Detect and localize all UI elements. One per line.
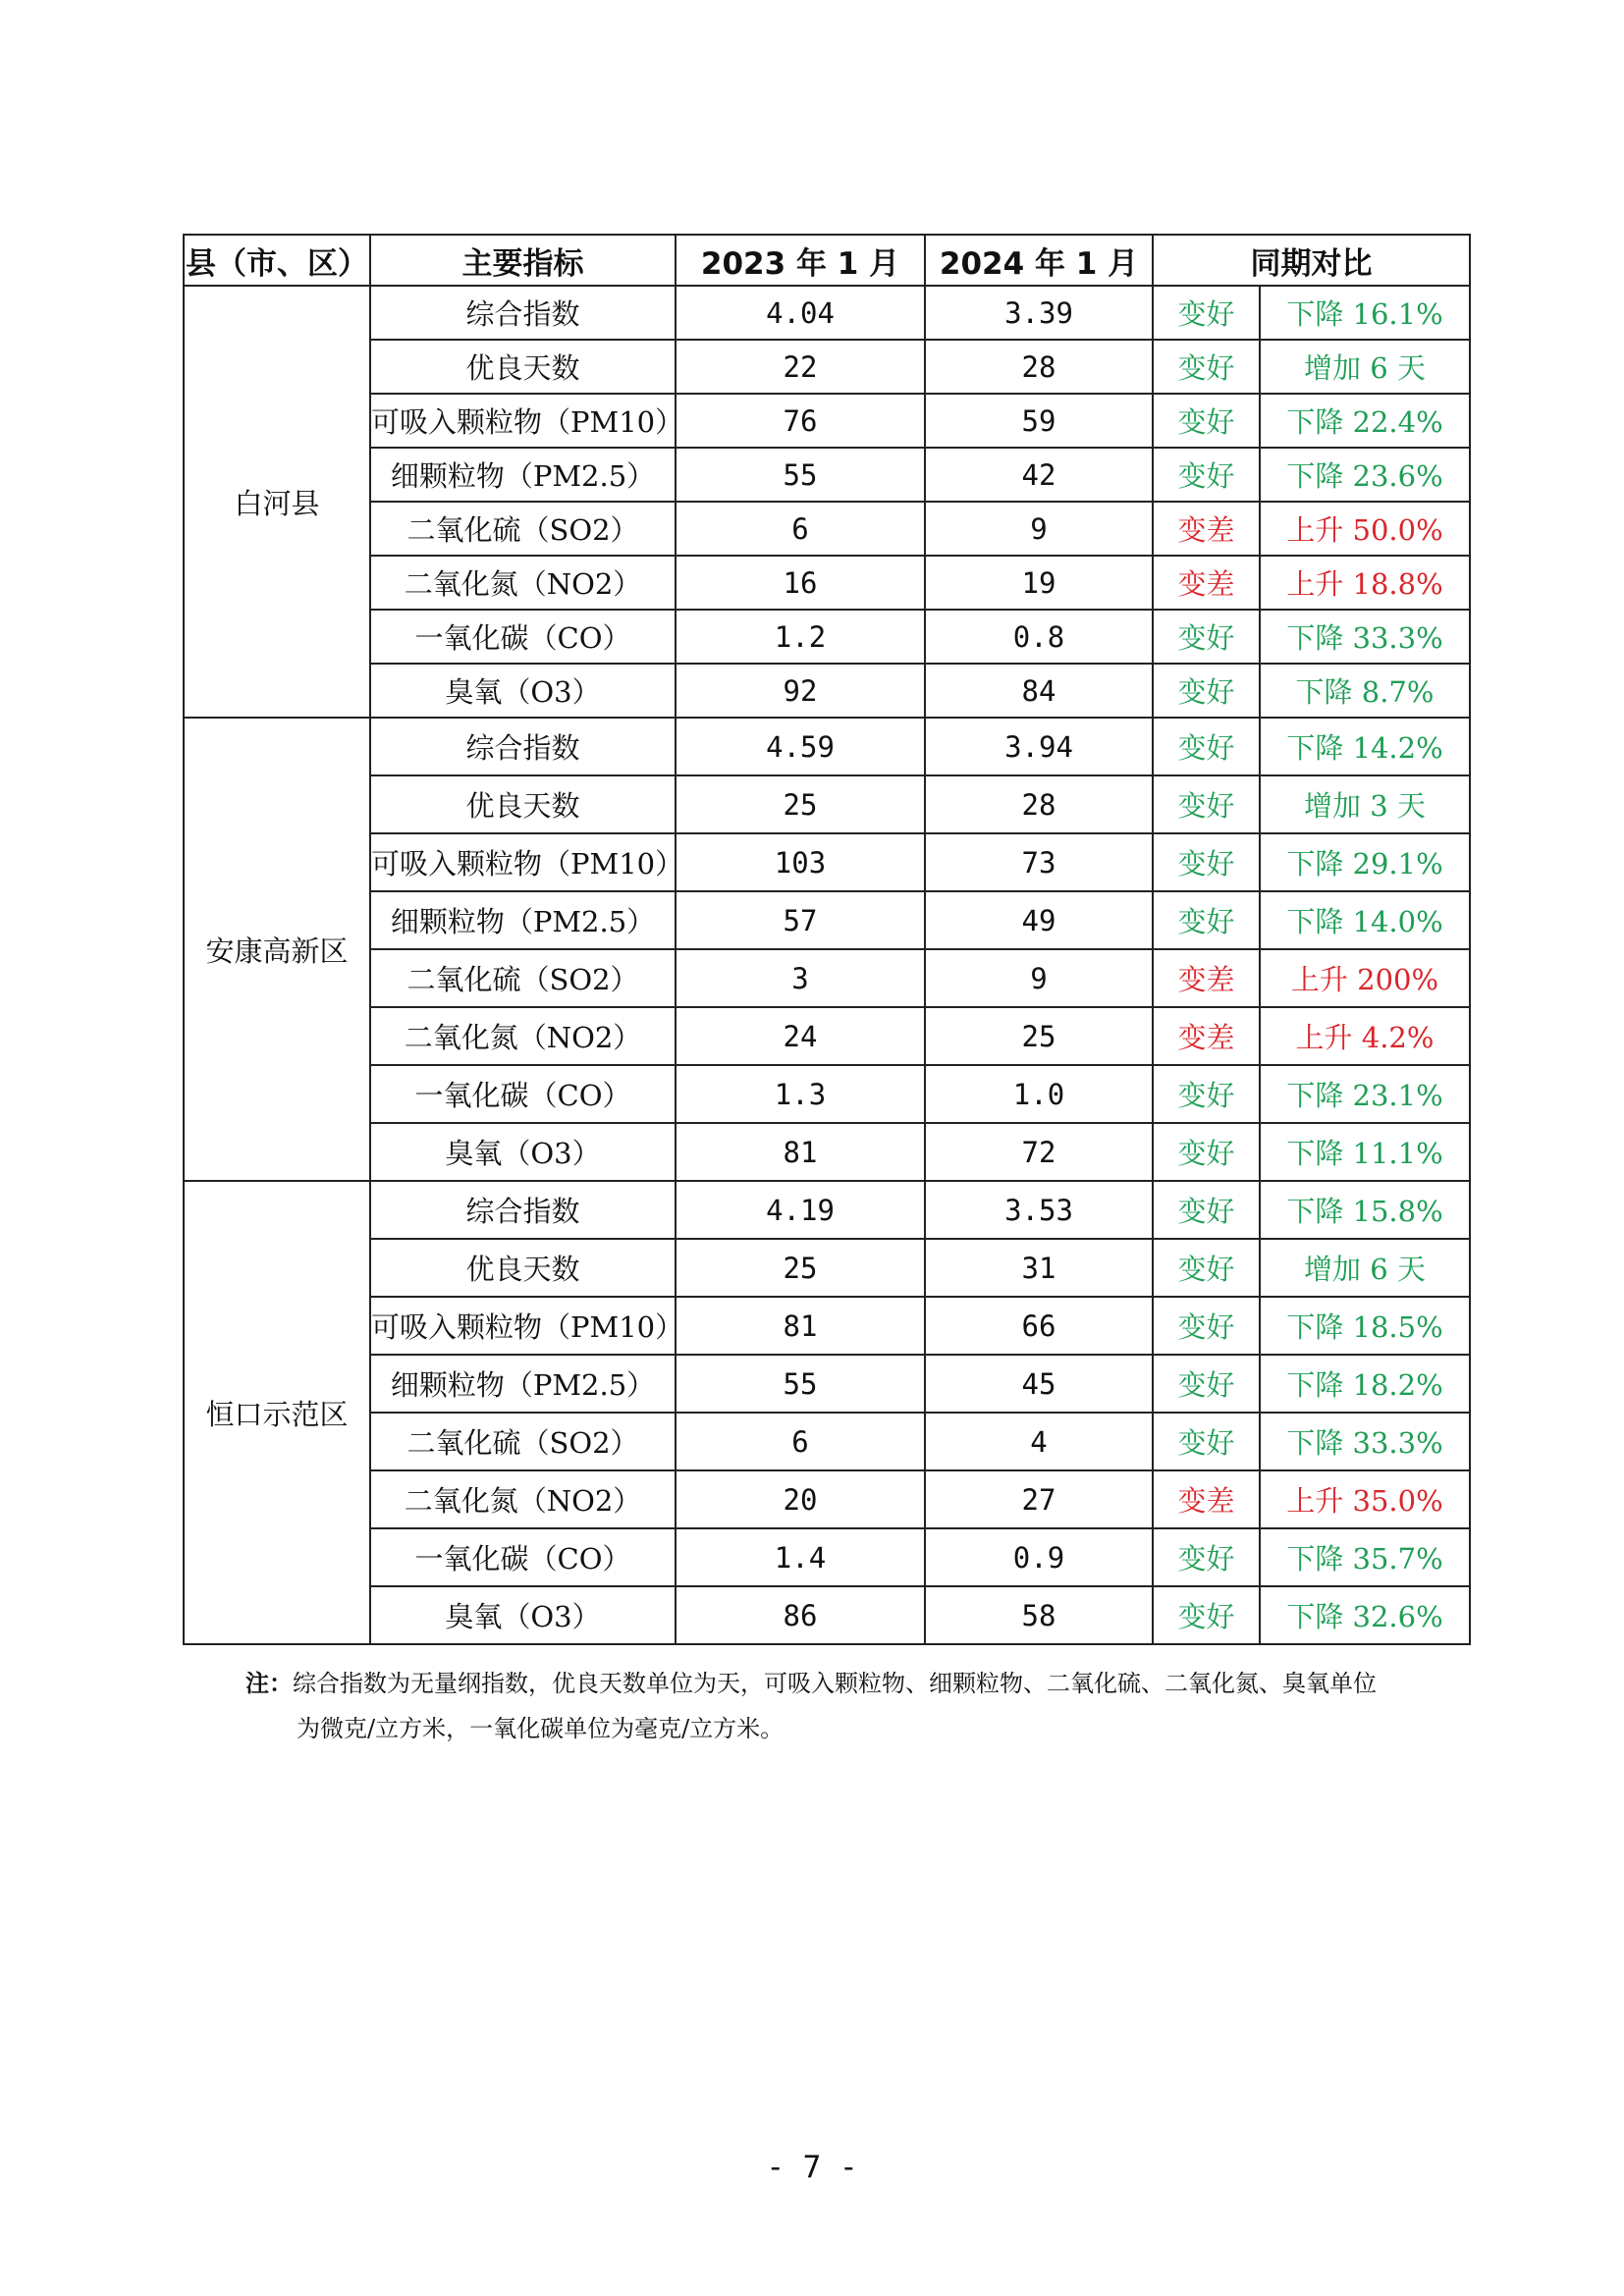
change-value: 下降 18.5% — [1260, 1297, 1470, 1355]
value-2023: 20 — [676, 1470, 925, 1528]
change-value: 下降 23.1% — [1260, 1065, 1470, 1123]
trend-status: 变好 — [1153, 394, 1260, 448]
trend-status: 变好 — [1153, 1065, 1260, 1123]
table-row — [184, 1065, 1470, 1123]
value-2023: 25 — [676, 775, 925, 833]
header-comparison: 同期对比 — [1153, 235, 1470, 286]
trend-status: 变好 — [1153, 1355, 1260, 1413]
table-row — [184, 1413, 1470, 1470]
value-2023: 1.4 — [676, 1528, 925, 1586]
value-2024: 25 — [925, 1007, 1153, 1065]
indicator-name: 综合指数 — [370, 1181, 676, 1239]
trend-status: 变好 — [1153, 833, 1260, 891]
value-2023: 6 — [676, 502, 925, 556]
table-row — [184, 775, 1470, 833]
indicator-name: 臭氧（O3） — [370, 1123, 676, 1181]
trend-status: 变好 — [1153, 286, 1260, 340]
table-row — [184, 502, 1470, 556]
change-value: 下降 33.3% — [1260, 1413, 1470, 1470]
indicator-name: 细颗粒物（PM2.5） — [370, 891, 676, 949]
value-2023: 4.04 — [676, 286, 925, 340]
header-region: 县（市、区） — [184, 235, 370, 286]
trend-status: 变好 — [1153, 1413, 1260, 1470]
note-line-2: 为微克/立方米，一氧化碳单位为毫克/立方米。 — [297, 1715, 785, 1742]
trend-status: 变好 — [1153, 891, 1260, 949]
value-2023: 3 — [676, 949, 925, 1007]
value-2024: 9 — [925, 949, 1153, 1007]
change-value: 增加 6 天 — [1260, 1239, 1470, 1297]
trend-status: 变好 — [1153, 1239, 1260, 1297]
value-2023: 4.19 — [676, 1181, 925, 1239]
change-value: 下降 14.2% — [1260, 718, 1470, 775]
change-value: 下降 35.7% — [1260, 1528, 1470, 1586]
indicator-name: 细颗粒物（PM2.5） — [370, 448, 676, 502]
indicator-name: 可吸入颗粒物（PM10） — [370, 394, 676, 448]
region-name: 恒口示范区 — [184, 1181, 370, 1644]
table-row — [184, 556, 1470, 610]
table-row — [184, 1123, 1470, 1181]
table-row — [184, 1297, 1470, 1355]
trend-status: 变好 — [1153, 664, 1260, 718]
indicator-name: 二氧化硫（SO2） — [370, 502, 676, 556]
page-number: - 7 - — [766, 2150, 858, 2185]
table-row — [184, 448, 1470, 502]
change-value: 下降 22.4% — [1260, 394, 1470, 448]
header-2023: 2023 年 1 月 — [676, 235, 925, 286]
trend-status: 变差 — [1153, 1007, 1260, 1065]
value-2023: 4.59 — [676, 718, 925, 775]
value-2024: 28 — [925, 775, 1153, 833]
change-value: 下降 11.1% — [1260, 1123, 1470, 1181]
table-row — [184, 394, 1470, 448]
change-value: 增加 6 天 — [1260, 340, 1470, 394]
value-2024: 58 — [925, 1586, 1153, 1644]
change-value: 下降 14.0% — [1260, 891, 1470, 949]
value-2024: 9 — [925, 502, 1153, 556]
indicator-name: 一氧化碳（CO） — [370, 610, 676, 664]
change-value: 下降 32.6% — [1260, 1586, 1470, 1644]
indicator-name: 二氧化氮（NO2） — [370, 1007, 676, 1065]
value-2024: 49 — [925, 891, 1153, 949]
table-note — [245, 1661, 1443, 1751]
value-2023: 86 — [676, 1586, 925, 1644]
indicator-name: 二氧化氮（NO2） — [370, 1470, 676, 1528]
value-2023: 1.3 — [676, 1065, 925, 1123]
header-indicator: 主要指标 — [370, 235, 676, 286]
table-row — [184, 610, 1470, 664]
value-2024: 0.9 — [925, 1528, 1153, 1586]
table-row — [184, 286, 1470, 340]
change-value: 下降 15.8% — [1260, 1181, 1470, 1239]
table-row — [184, 1007, 1470, 1065]
change-value: 增加 3 天 — [1260, 775, 1470, 833]
value-2023: 55 — [676, 1355, 925, 1413]
change-value: 上升 200% — [1260, 949, 1470, 1007]
value-2024: 66 — [925, 1297, 1153, 1355]
value-2024: 1.0 — [925, 1065, 1153, 1123]
indicator-name: 一氧化碳（CO） — [370, 1065, 676, 1123]
table-body — [184, 286, 1470, 1644]
value-2024: 19 — [925, 556, 1153, 610]
value-2023: 24 — [676, 1007, 925, 1065]
change-value: 下降 18.2% — [1260, 1355, 1470, 1413]
indicator-name: 臭氧（O3） — [370, 664, 676, 718]
value-2024: 59 — [925, 394, 1153, 448]
change-value: 下降 16.1% — [1260, 286, 1470, 340]
value-2024: 3.94 — [925, 718, 1153, 775]
value-2024: 3.53 — [925, 1181, 1153, 1239]
value-2024: 0.8 — [925, 610, 1153, 664]
trend-status: 变好 — [1153, 1123, 1260, 1181]
value-2023: 103 — [676, 833, 925, 891]
value-2023: 6 — [676, 1413, 925, 1470]
change-value: 上升 18.8% — [1260, 556, 1470, 610]
trend-status: 变好 — [1153, 448, 1260, 502]
value-2023: 76 — [676, 394, 925, 448]
table-row — [184, 949, 1470, 1007]
indicator-name: 可吸入颗粒物（PM10） — [370, 833, 676, 891]
trend-status: 变差 — [1153, 556, 1260, 610]
change-value: 下降 8.7% — [1260, 664, 1470, 718]
trend-status: 变好 — [1153, 340, 1260, 394]
value-2024: 31 — [925, 1239, 1153, 1297]
value-2024: 28 — [925, 340, 1153, 394]
note-line-1: 综合指数为无量纲指数，优良天数单位为天，可吸入颗粒物、细颗粒物、二氧化硫、二氧化氮、臭氧单位 — [293, 1670, 1377, 1697]
indicator-name: 优良天数 — [370, 340, 676, 394]
indicator-name: 综合指数 — [370, 286, 676, 340]
indicator-name: 细颗粒物（PM2.5） — [370, 1355, 676, 1413]
value-2024: 73 — [925, 833, 1153, 891]
value-2023: 55 — [676, 448, 925, 502]
value-2023: 92 — [676, 664, 925, 718]
indicator-name: 优良天数 — [370, 775, 676, 833]
air-quality-table — [183, 234, 1471, 1645]
trend-status: 变好 — [1153, 610, 1260, 664]
indicator-name: 优良天数 — [370, 1239, 676, 1297]
header-2024: 2024 年 1 月 — [925, 235, 1153, 286]
change-value: 上升 50.0% — [1260, 502, 1470, 556]
trend-status: 变差 — [1153, 502, 1260, 556]
table-row — [184, 664, 1470, 718]
indicator-name: 二氧化硫（SO2） — [370, 1413, 676, 1470]
trend-status: 变好 — [1153, 1297, 1260, 1355]
table-row — [184, 1586, 1470, 1644]
indicator-name: 二氧化硫（SO2） — [370, 949, 676, 1007]
indicator-name: 综合指数 — [370, 718, 676, 775]
value-2024: 27 — [925, 1470, 1153, 1528]
value-2023: 57 — [676, 891, 925, 949]
trend-status: 变好 — [1153, 1181, 1260, 1239]
region-name: 安康高新区 — [184, 718, 370, 1181]
value-2023: 81 — [676, 1123, 925, 1181]
trend-status: 变差 — [1153, 1470, 1260, 1528]
table-row — [184, 891, 1470, 949]
table-row — [184, 1355, 1470, 1413]
table-row — [184, 718, 1470, 775]
table-header-row — [184, 235, 1470, 286]
change-value: 下降 29.1% — [1260, 833, 1470, 891]
indicator-name: 可吸入颗粒物（PM10） — [370, 1297, 676, 1355]
value-2023: 22 — [676, 340, 925, 394]
table-row — [184, 833, 1470, 891]
value-2024: 42 — [925, 448, 1153, 502]
change-value: 下降 23.6% — [1260, 448, 1470, 502]
change-value: 上升 35.0% — [1260, 1470, 1470, 1528]
table-row — [184, 1181, 1470, 1239]
note-label: 注： — [245, 1670, 293, 1697]
table-row — [184, 1239, 1470, 1297]
value-2023: 81 — [676, 1297, 925, 1355]
trend-status: 变好 — [1153, 1528, 1260, 1586]
trend-status: 变好 — [1153, 775, 1260, 833]
trend-status: 变好 — [1153, 718, 1260, 775]
value-2024: 3.39 — [925, 286, 1153, 340]
value-2024: 45 — [925, 1355, 1153, 1413]
table-row — [184, 1528, 1470, 1586]
indicator-name: 臭氧（O3） — [370, 1586, 676, 1644]
indicator-name: 二氧化氮（NO2） — [370, 556, 676, 610]
value-2023: 16 — [676, 556, 925, 610]
change-value: 下降 33.3% — [1260, 610, 1470, 664]
value-2024: 72 — [925, 1123, 1153, 1181]
table-row — [184, 1470, 1470, 1528]
value-2023: 25 — [676, 1239, 925, 1297]
value-2024: 4 — [925, 1413, 1153, 1470]
value-2023: 1.2 — [676, 610, 925, 664]
change-value: 上升 4.2% — [1260, 1007, 1470, 1065]
indicator-name: 一氧化碳（CO） — [370, 1528, 676, 1586]
trend-status: 变好 — [1153, 1586, 1260, 1644]
trend-status: 变差 — [1153, 949, 1260, 1007]
table-row — [184, 340, 1470, 394]
region-name: 白河县 — [184, 286, 370, 718]
value-2024: 84 — [925, 664, 1153, 718]
